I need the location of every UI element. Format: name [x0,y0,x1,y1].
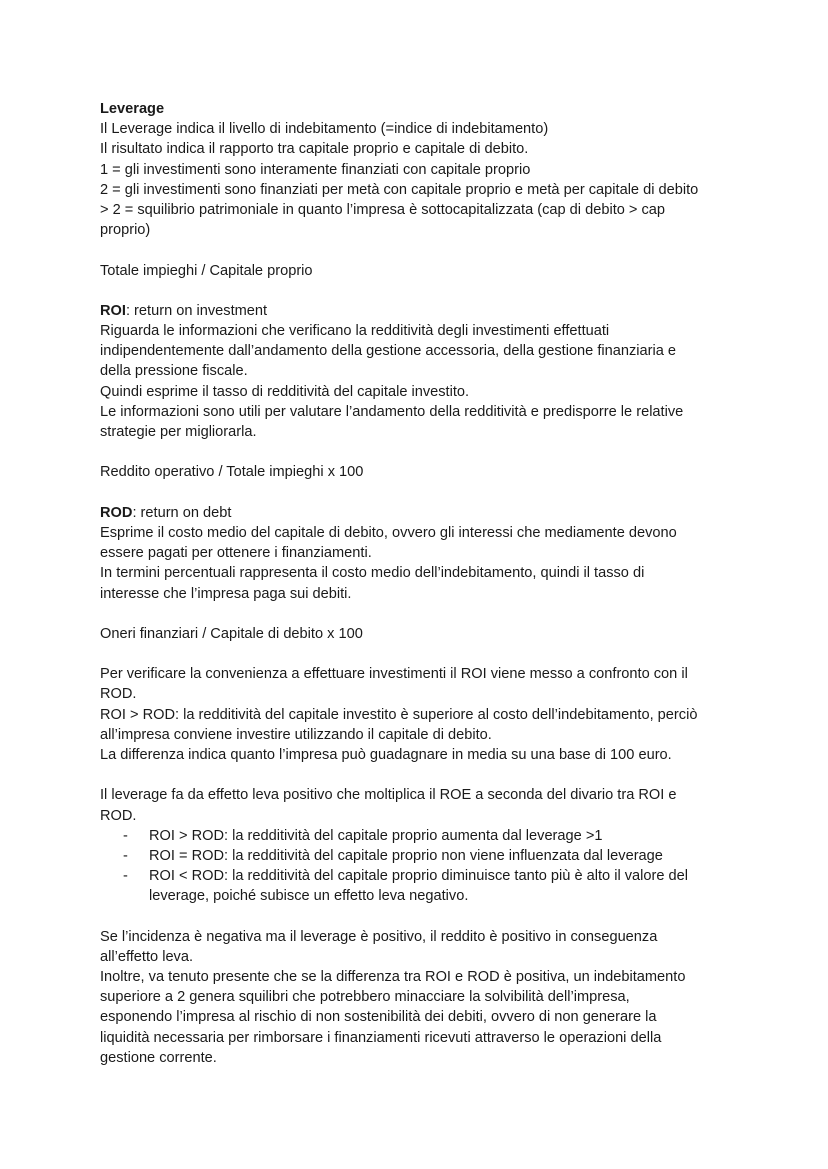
blank-line [100,240,740,260]
bullet-dash: - [123,847,128,864]
bullet-item [100,846,740,866]
line-text: Reddito operativo / Totale impieghi x 100 [100,464,364,481]
text-line [100,664,740,684]
line-text: 2 = gli investimenti sono finanziati per metà con capitale proprio e metà per capitale di debito [100,181,699,198]
blank-line [100,765,740,785]
line-text: superiore a 2 genera squilibri che potrebbero minacciare la solvibilità dell’impresa, [100,989,630,1006]
heading-bold: Leverage [100,101,165,117]
text-line [100,1048,740,1068]
text-line [100,806,740,826]
line-text: proprio) [100,222,151,239]
text-line [100,523,740,543]
bullet-item [100,866,740,886]
blank-line [100,483,740,503]
text-line [100,160,740,180]
document-body [100,99,740,1068]
text-line [100,725,740,745]
text-line [100,967,740,987]
blank-line [100,442,740,462]
text-line [100,1007,740,1027]
line-text: 1 = gli investimenti sono interamente finanziati con capitale proprio [100,161,531,178]
line-text: essere pagati per ottenere i finanziamenti. [100,545,372,562]
line-text: Esprime il costo medio del capitale di debito, ovvero gli interessi che mediamente devono [100,524,677,541]
line-text: Il Leverage indica il livello di indebitamento (=indice di indebitamento) [100,121,549,138]
line-text: ROD. [100,686,137,703]
text-line [100,200,740,220]
section-heading [100,503,740,523]
line-text: ROI > ROD: la redditività del capitale investito è superiore al costo dell’indebitamento, perciò [100,706,698,723]
line-text: Il leverage fa da effetto leva positivo che moltiplica il ROE a seconda del divario tra ROI e [100,787,677,804]
line-text: : return on investment [125,302,268,319]
text-line [100,361,740,381]
line-text: Se l’incidenza è negativa ma il leverage è positivo, il reddito è positivo in conseguenza [100,928,658,945]
text-line [100,563,740,583]
text-line [100,705,740,725]
line-text: strategie per migliorarla. [100,424,257,440]
blank-line [100,604,740,624]
line-text: liquidità necessaria per rimborsare i finanziamenti ricevuti attraverso le operazioni della [100,1029,662,1046]
line-text: Il risultato indica il rapporto tra capitale proprio e capitale di debito. [100,141,529,158]
text-line [100,584,740,604]
line-text: : return on debt [132,504,232,521]
line-text: La differenza indica quanto l’impresa può guadagnare in media su una base di 100 euro. [100,747,672,763]
line-text: Riguarda le informazioni che verificano la redditività degli investimenti effettuati [100,323,610,340]
line-text: Oneri finanziari / Capitale di debito x 100 [100,625,363,642]
line-text: In termini percentuali rappresenta il costo medio dell’indebitamento, quindi il tasso di [100,565,645,582]
heading-bold: ROI [100,302,126,319]
line-text: ROI > ROD: la redditività del capitale proprio aumenta dal leverage >1 [149,827,603,844]
text-line [100,180,740,200]
line-text: ROI = ROD: la redditività del capitale proprio non viene influenzata dal leverage [149,847,663,864]
line-text: ROD. [100,807,137,824]
text-line [100,624,740,644]
line-text: Per verificare la convenienza a effettuare investimenti il ROI viene messo a confronto con il [100,666,688,683]
blank-line [100,644,740,664]
text-line [100,987,740,1007]
line-text: all’effetto leva. [100,948,194,965]
text-line [100,261,740,281]
line-text: gestione corrente. [100,1049,217,1066]
line-text: Le informazioni sono utili per valutare l’andamento della redditività e predisporre le relative [100,403,684,420]
line-text: all’impresa conviene investire utilizzando il capitale di debito. [100,726,492,743]
text-line [100,321,740,341]
section-heading [100,99,740,119]
text-line [100,119,740,139]
text-line [100,341,740,361]
line-text: indipendentemente dall’andamento della gestione accessoria, della gestione finanziaria e [100,343,677,360]
line-text: ROI < ROD: la redditività del capitale proprio diminuisce tanto più è alto il valore del [149,868,689,885]
text-line [100,422,740,442]
line-text: Inoltre, va tenuto presente che se la differenza tra ROI e ROD è positiva, un indebitamento [100,969,686,986]
text-line [100,543,740,563]
line-text: interesse che l’impresa paga sui debiti. [100,585,352,602]
line-text: leverage, poiché subisce un effetto leva negativo. [149,888,469,905]
bullet-dash: - [123,868,128,885]
section-heading [100,301,740,321]
text-line [100,462,740,482]
text-line [100,1028,740,1048]
text-line [100,947,740,967]
blank-line [100,281,740,301]
line-text: della pressione fiscale. [100,363,248,380]
text-line [100,382,740,402]
text-line [100,402,740,422]
blank-line [100,907,740,927]
line-text: Quindi esprime il tasso di redditività del capitale investito. [100,383,470,400]
line-text: Totale impieghi / Capitale proprio [100,262,313,279]
text-line [100,745,740,765]
line-text: > 2 = squilibrio patrimoniale in quanto l’impresa è sottocapitalizzata (cap di debito > cap [100,201,666,218]
line-text: esponendo l’impresa al rischio di non sostenibilità dei debiti, ovvero di non generare la [100,1009,657,1026]
text-line [100,927,740,947]
text-line [100,684,740,704]
text-line [100,139,740,159]
text-line [100,220,740,240]
text-line [100,886,740,906]
bullet-item [100,826,740,846]
bullet-dash: - [123,827,128,844]
heading-bold: ROD [100,504,133,521]
text-line [100,785,740,805]
